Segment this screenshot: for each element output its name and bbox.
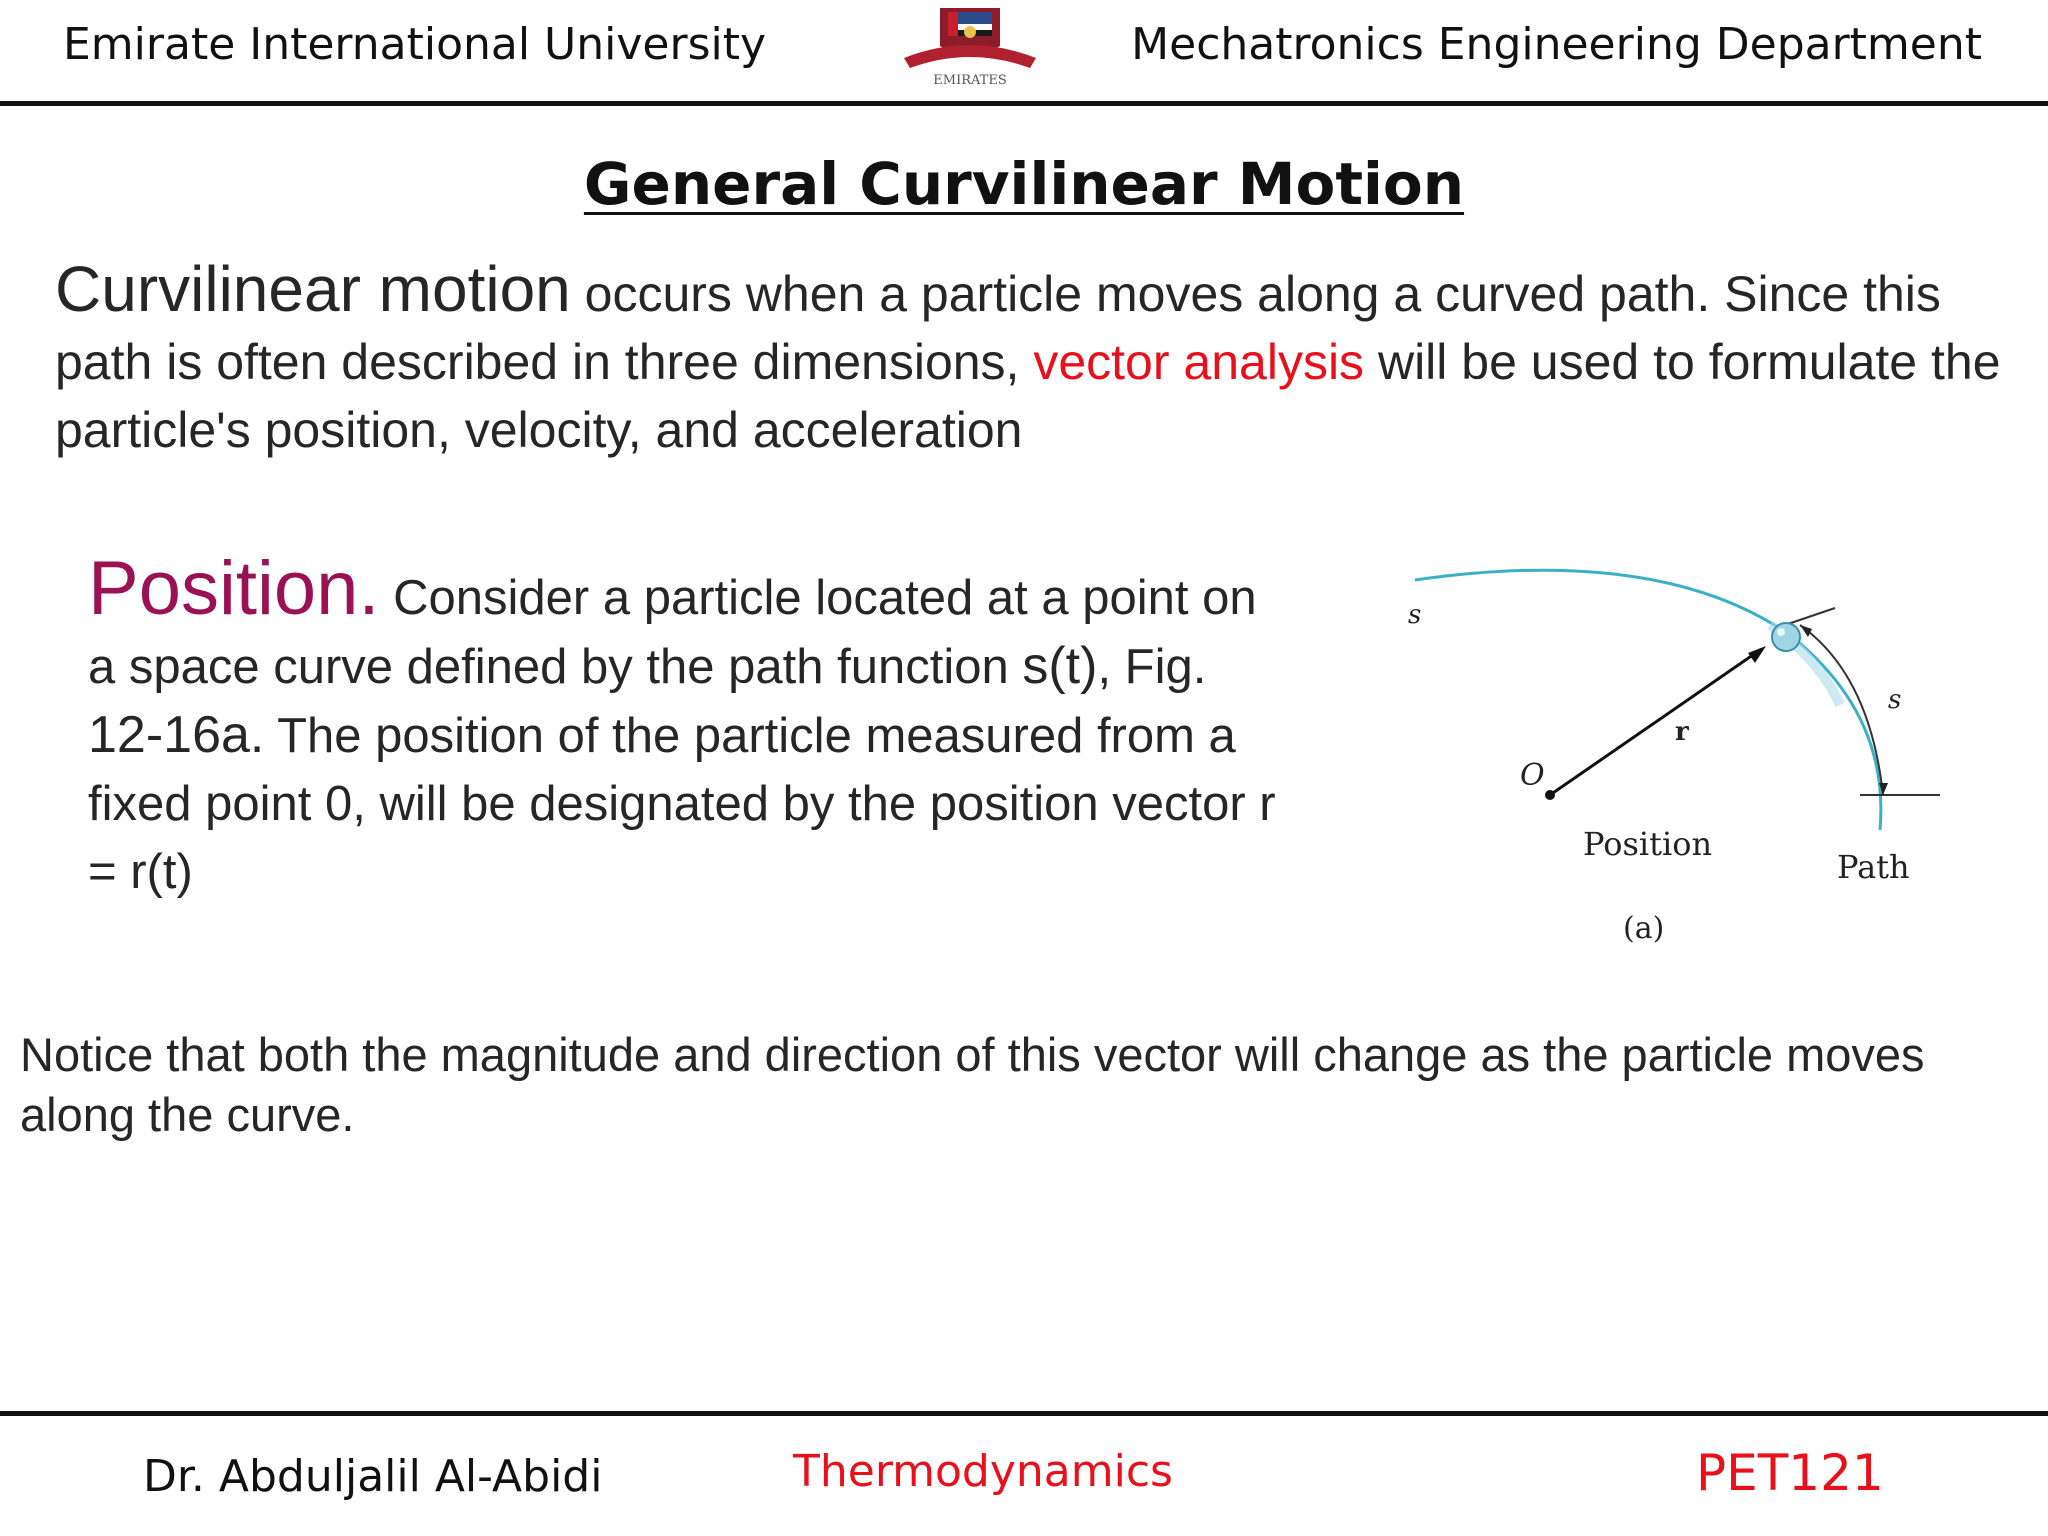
- logo-text: EMIRATES: [933, 73, 1007, 88]
- label-figure-a: (a): [1623, 911, 1665, 946]
- label-position: Position: [1583, 825, 1713, 863]
- notice-paragraph: Notice that both the magnitude and direction of this vector will change as the particle moves along the curve.: [20, 1028, 1925, 1141]
- position-text-1: Consider a particle located at a point on a space curve defined by the path function: [88, 571, 1257, 694]
- footer-divider: [0, 1411, 2048, 1416]
- label-s-right: s: [1888, 685, 1902, 715]
- department-name: Mechatronics Engineering Department: [1131, 19, 1982, 70]
- university-name: Emirate International University: [63, 19, 767, 70]
- footer-code: PET121: [1696, 1444, 1884, 1502]
- intro-lead: Curvilinear motion: [55, 253, 571, 325]
- footer-author: Dr. Abduljalil Al-Abidi: [143, 1451, 603, 1502]
- intro-text-2: will be used to formulate the particle's position, velocity, and acceleration: [55, 334, 2001, 458]
- vector-arrowhead: [1748, 646, 1766, 663]
- intro-text-1: occurs when a particle moves along a curved path. Since this path is often described in three dimensions,: [55, 266, 1941, 390]
- position-vector: [1550, 650, 1760, 795]
- arc-arrow-top: [1800, 625, 1812, 637]
- position-fig-ref: 12-16a.: [88, 706, 265, 764]
- position-paragraph: [88, 546, 1288, 906]
- intro-paragraph: [55, 255, 2015, 464]
- label-s-left: s: [1408, 600, 1422, 630]
- arc-tick-top: [1785, 608, 1835, 625]
- arc-dimension: [1800, 625, 1883, 795]
- position-func: s(t): [1022, 637, 1098, 695]
- footer-course: Thermodynamics: [793, 1446, 1173, 1497]
- path-curve: [1415, 570, 1881, 830]
- slide-title: General Curvilinear Motion: [583, 150, 1465, 218]
- origin-point: [1545, 790, 1555, 800]
- label-r: r: [1675, 717, 1689, 747]
- position-heading: Position.: [88, 546, 380, 631]
- position-text-2: , Fig.: [1097, 640, 1207, 694]
- particle: [1772, 623, 1800, 651]
- position-figure: [1380, 545, 1980, 975]
- position-text-3: The position of the particle measured from a fixed point 0, will be designated by the position vector r = r(t): [88, 709, 1276, 899]
- intro-highlight: vector analysis: [1033, 334, 1365, 390]
- label-o: O: [1520, 758, 1545, 793]
- university-logo: [900, 2, 1040, 94]
- header-divider: [0, 101, 2048, 106]
- label-path: Path: [1837, 848, 1910, 886]
